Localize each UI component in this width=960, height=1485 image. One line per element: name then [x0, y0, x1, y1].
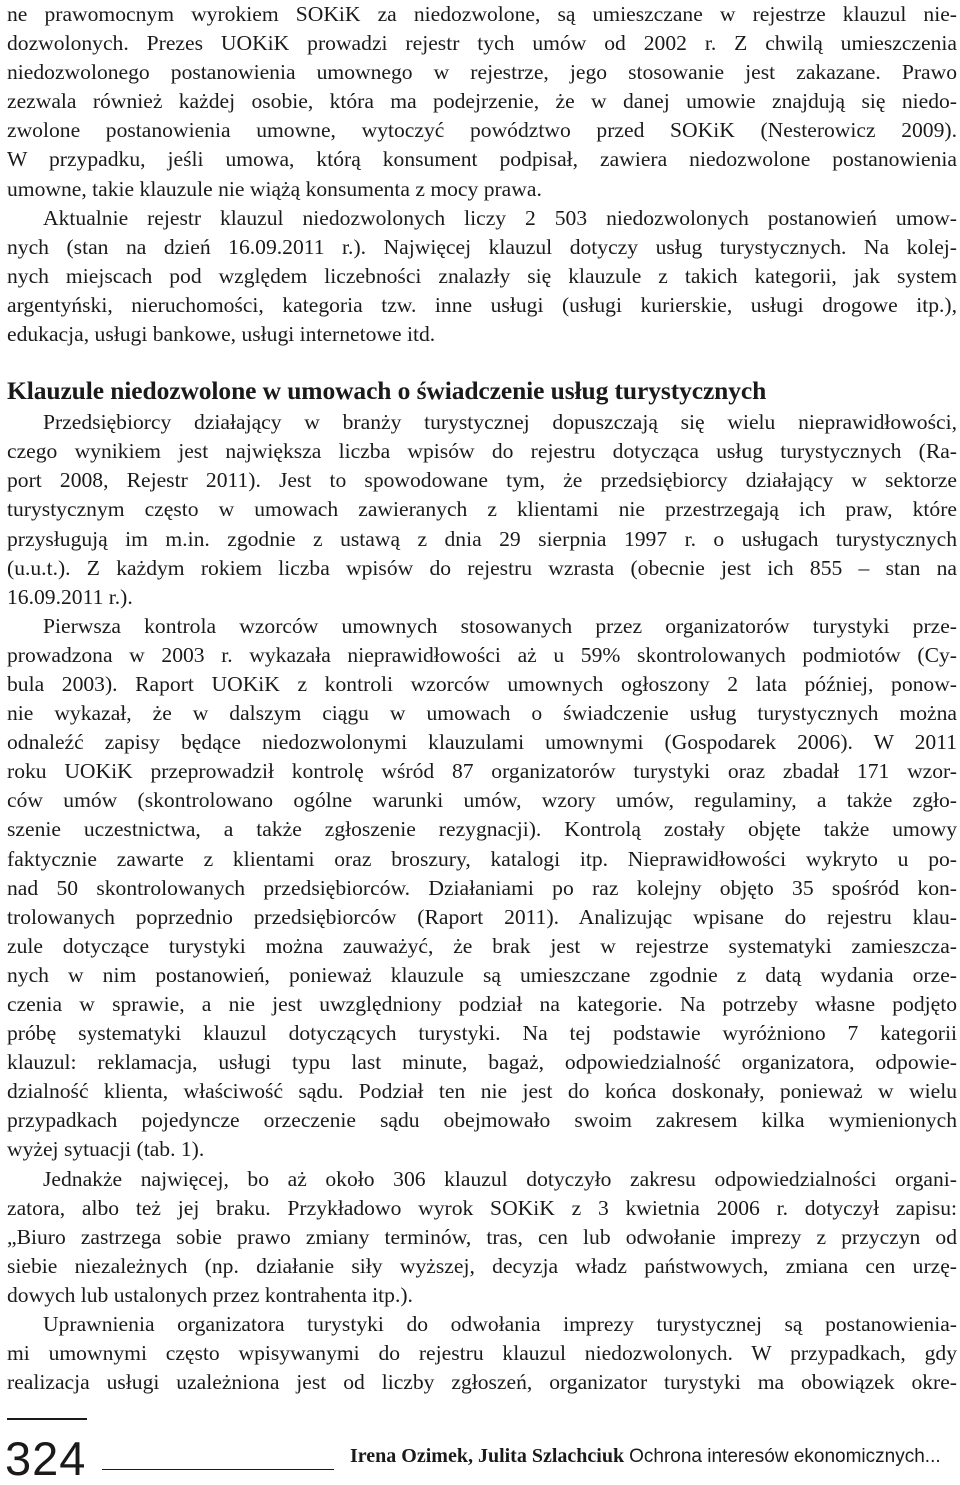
page-body [7, 0, 957, 1397]
text-line: dowych lub ustalonych przez kontrahenta itp.). [7, 1282, 413, 1307]
text-line: realizacja usługi uzależniona jest od liczby zgłoszeń, organizator turystyki ma obowiązek okre- [7, 1370, 957, 1395]
text-line: Przedsiębiorcy działający w branży turystycznej dopuszczają się wielu nieprawidłowości, [43, 410, 957, 435]
text-line: 16.09.2011 r.). [7, 584, 133, 609]
text-line: Pierwsza kontrola wzorców umownych stosowanych przez organizatorów turystyki prze- [43, 613, 957, 638]
paragraph-2 [7, 204, 957, 349]
footer-rule-left [7, 1418, 87, 1420]
text-line: prowadzona w 2003 r. wykazała nieprawidłowości aż u 59% skontrolowanych podmiotów (Cy- [7, 642, 957, 667]
running-footer [350, 1443, 941, 1470]
text-line: szenie uczestnictwa, a także zgłoszenie rezygnacji). Kontrolą zostały objęte także umowy [7, 817, 957, 842]
text-line: nie wykazał, że w dalszym ciągu w umowach o świadczenie usług turystycznych można [7, 701, 957, 726]
text-line: Uprawnienia organizatora turystyki do odwołania imprezy turystycznej są postanowienia- [43, 1312, 957, 1337]
paragraph-1 [7, 0, 957, 204]
text-line: edukacja, usługi bankowe, usługi internetowe itd. [7, 322, 436, 347]
paragraph-4 [7, 612, 957, 1165]
text-line: klauzul: reklamacja, usługi typu last minute, bagaż, odpowiedzialność organizatora, odpowie- [7, 1050, 957, 1075]
section-heading: Klauzule niedozwolone w umowach o świadczenie usług turystycznych [7, 376, 767, 406]
text-line: czenia w sprawie, a nie jest uwzględniony podział na kategorie. Na potrzeby własne podjęto [7, 992, 957, 1016]
text-line: port 2008, Rejestr 2011). Jest to spowodowane tym, że przedsiębiorcy działający w sektorze [7, 468, 957, 493]
text-line: zatora, albo też jej braku. Przykładowo wyrok SOKiK z 3 kwietnia 2006 r. dotyczył zapisu: [7, 1195, 957, 1220]
text-line: zule dotyczące turystyki można zauważyć, że brak jest w rejestrze systematyki zamieszcza- [7, 933, 957, 958]
text-line: nych miejscach pod względem liczebności znalazły się klauzule z takich kategorii, jak system [7, 263, 957, 288]
text-line: niedozwolonego postanowienia umownego w rejestrze, jego stosowanie jest zakazane. Prawo [7, 60, 957, 85]
footer-running-title: Ochrona interesów ekonomicznych... [629, 1446, 941, 1467]
page-number: 324 [5, 1432, 87, 1485]
text-line: faktycznie zawarte z klientami oraz broszury, katalogi itp. Nieprawidłowości wykryto u po- [7, 846, 957, 871]
text-line: próbę systematyki klauzul dotyczących turystyki. Na tej podstawie wyróżniono 7 kategorii [7, 1021, 957, 1046]
text-line: (u.u.t.). Z każdym rokiem liczba wpisów do rejestru wzrasta (obecnie jest ich 855 – stan na [7, 555, 957, 580]
text-line: bula 2003). Raport UOKiK z kontroli wzorców umownych ogłoszony 2 lata później, ponow- [7, 671, 957, 696]
footer-authors: Irena Ozimek, Julita Szlachciuk [350, 1445, 625, 1467]
text-line: przypadkach pojedyncze orzeczenie sądu obejmowało swoim zakresem kilka wymienionych [7, 1108, 957, 1133]
text-line: umowne, takie klauzule nie wiążą konsumenta z mocy prawa. [7, 176, 542, 201]
text-line: nych (stan na dzień 16.09.2011 r.). Najwięcej klauzul dotyczy usług turystycznych. Na kolej- [7, 234, 957, 259]
paragraph-5 [7, 1165, 957, 1310]
text-line: „Biuro zastrzega sobie prawo zmiany terminów, tras, cen lub odwołanie imprezy z przyczyn od [7, 1224, 957, 1249]
text-line: trolowanych poprzednio przedsiębiorców (Raport 2011). Analizując wpisane do rejestru klau- [7, 904, 957, 929]
text-line: turystycznym często w umowach zawieranych z klientami nie przestrzegają ich praw, które [7, 497, 957, 522]
text-line: zwolone postanowienia umowne, wytoczyć powództwo przed SOKiK (Nesterowicz 2009). [7, 118, 957, 143]
paragraph-3 [7, 408, 957, 612]
text-line: dzialność klienta, właściwość sądu. Podział ten nie jest do końca doskonały, ponieważ w wielu [7, 1079, 957, 1104]
text-line: dozwolonych. Prezes UOKiK prowadzi rejestr tych umów od 2002 r. Z chwilą umieszczenia [7, 31, 957, 56]
text-line: argentyński, nieruchomości, kategoria tzw. inne usługi (usługi kurierskie, usługi drogowe itp.), [7, 292, 957, 317]
footer-rule [102, 1469, 334, 1470]
text-line: ne prawomocnym wyrokiem SOKiK za niedozwolone, są umieszczane w rejestrze klauzul nie- [7, 2, 957, 26]
text-line: ców umów (skontrolowano ogólne warunki umów, wzory umów, regulaminy, a także zgło- [7, 788, 957, 813]
text-line: nad 50 skontrolowanych przedsiębiorców. Działaniami po raz kolejny objęto 35 spośród kon- [7, 875, 957, 900]
text-line: zezwala również każdej osobie, która ma podejrzenie, że w danej umowie znajdują się niedo- [7, 89, 957, 114]
text-line: Jednakże najwięcej, bo aż około 306 klauzul dotyczyło zakresu odpowiedzialności organi- [43, 1166, 957, 1191]
text-line: roku UOKiK przeprowadził kontrolę wśród 87 organizatorów turystyki oraz zbadał 171 wzor- [7, 759, 957, 784]
text-line: odnaleźć zapisy będące niedozwolonymi klauzulami umownymi (Gospodarek 2006). W 2011 [7, 730, 957, 755]
text-line: siebie niezależnych (np. działanie siły wyższej, decyzja władz państwowych, zmiana cen urzę- [7, 1253, 957, 1278]
text-line: czego wynikiem jest największa liczba wpisów do rejestru dotycząca usług turystycznych (Ra- [7, 439, 957, 464]
text-line: Aktualnie rejestr klauzul niedozwolonych liczy 2 503 niedozwolonych postanowień umow- [43, 205, 957, 230]
text-line: wyżej sytuacji (tab. 1). [7, 1137, 205, 1162]
text-line: przysługują im m.in. zgodnie z ustawą z dnia 29 sierpnia 1997 r. o usługach turystycznych [7, 526, 957, 551]
paragraph-6 [7, 1310, 957, 1397]
text-line: nych w nim postanowień, ponieważ klauzule są umieszczane zgodnie z datą wydania orze- [7, 962, 957, 987]
text-line: W przypadku, jeśli umowa, którą konsument podpisał, zawiera niedozwolone postanowienia [7, 147, 957, 172]
text-line: mi umownymi często wpisywanymi do rejestru klauzul niedozwolonych. W przypadkach, gdy [7, 1341, 957, 1366]
